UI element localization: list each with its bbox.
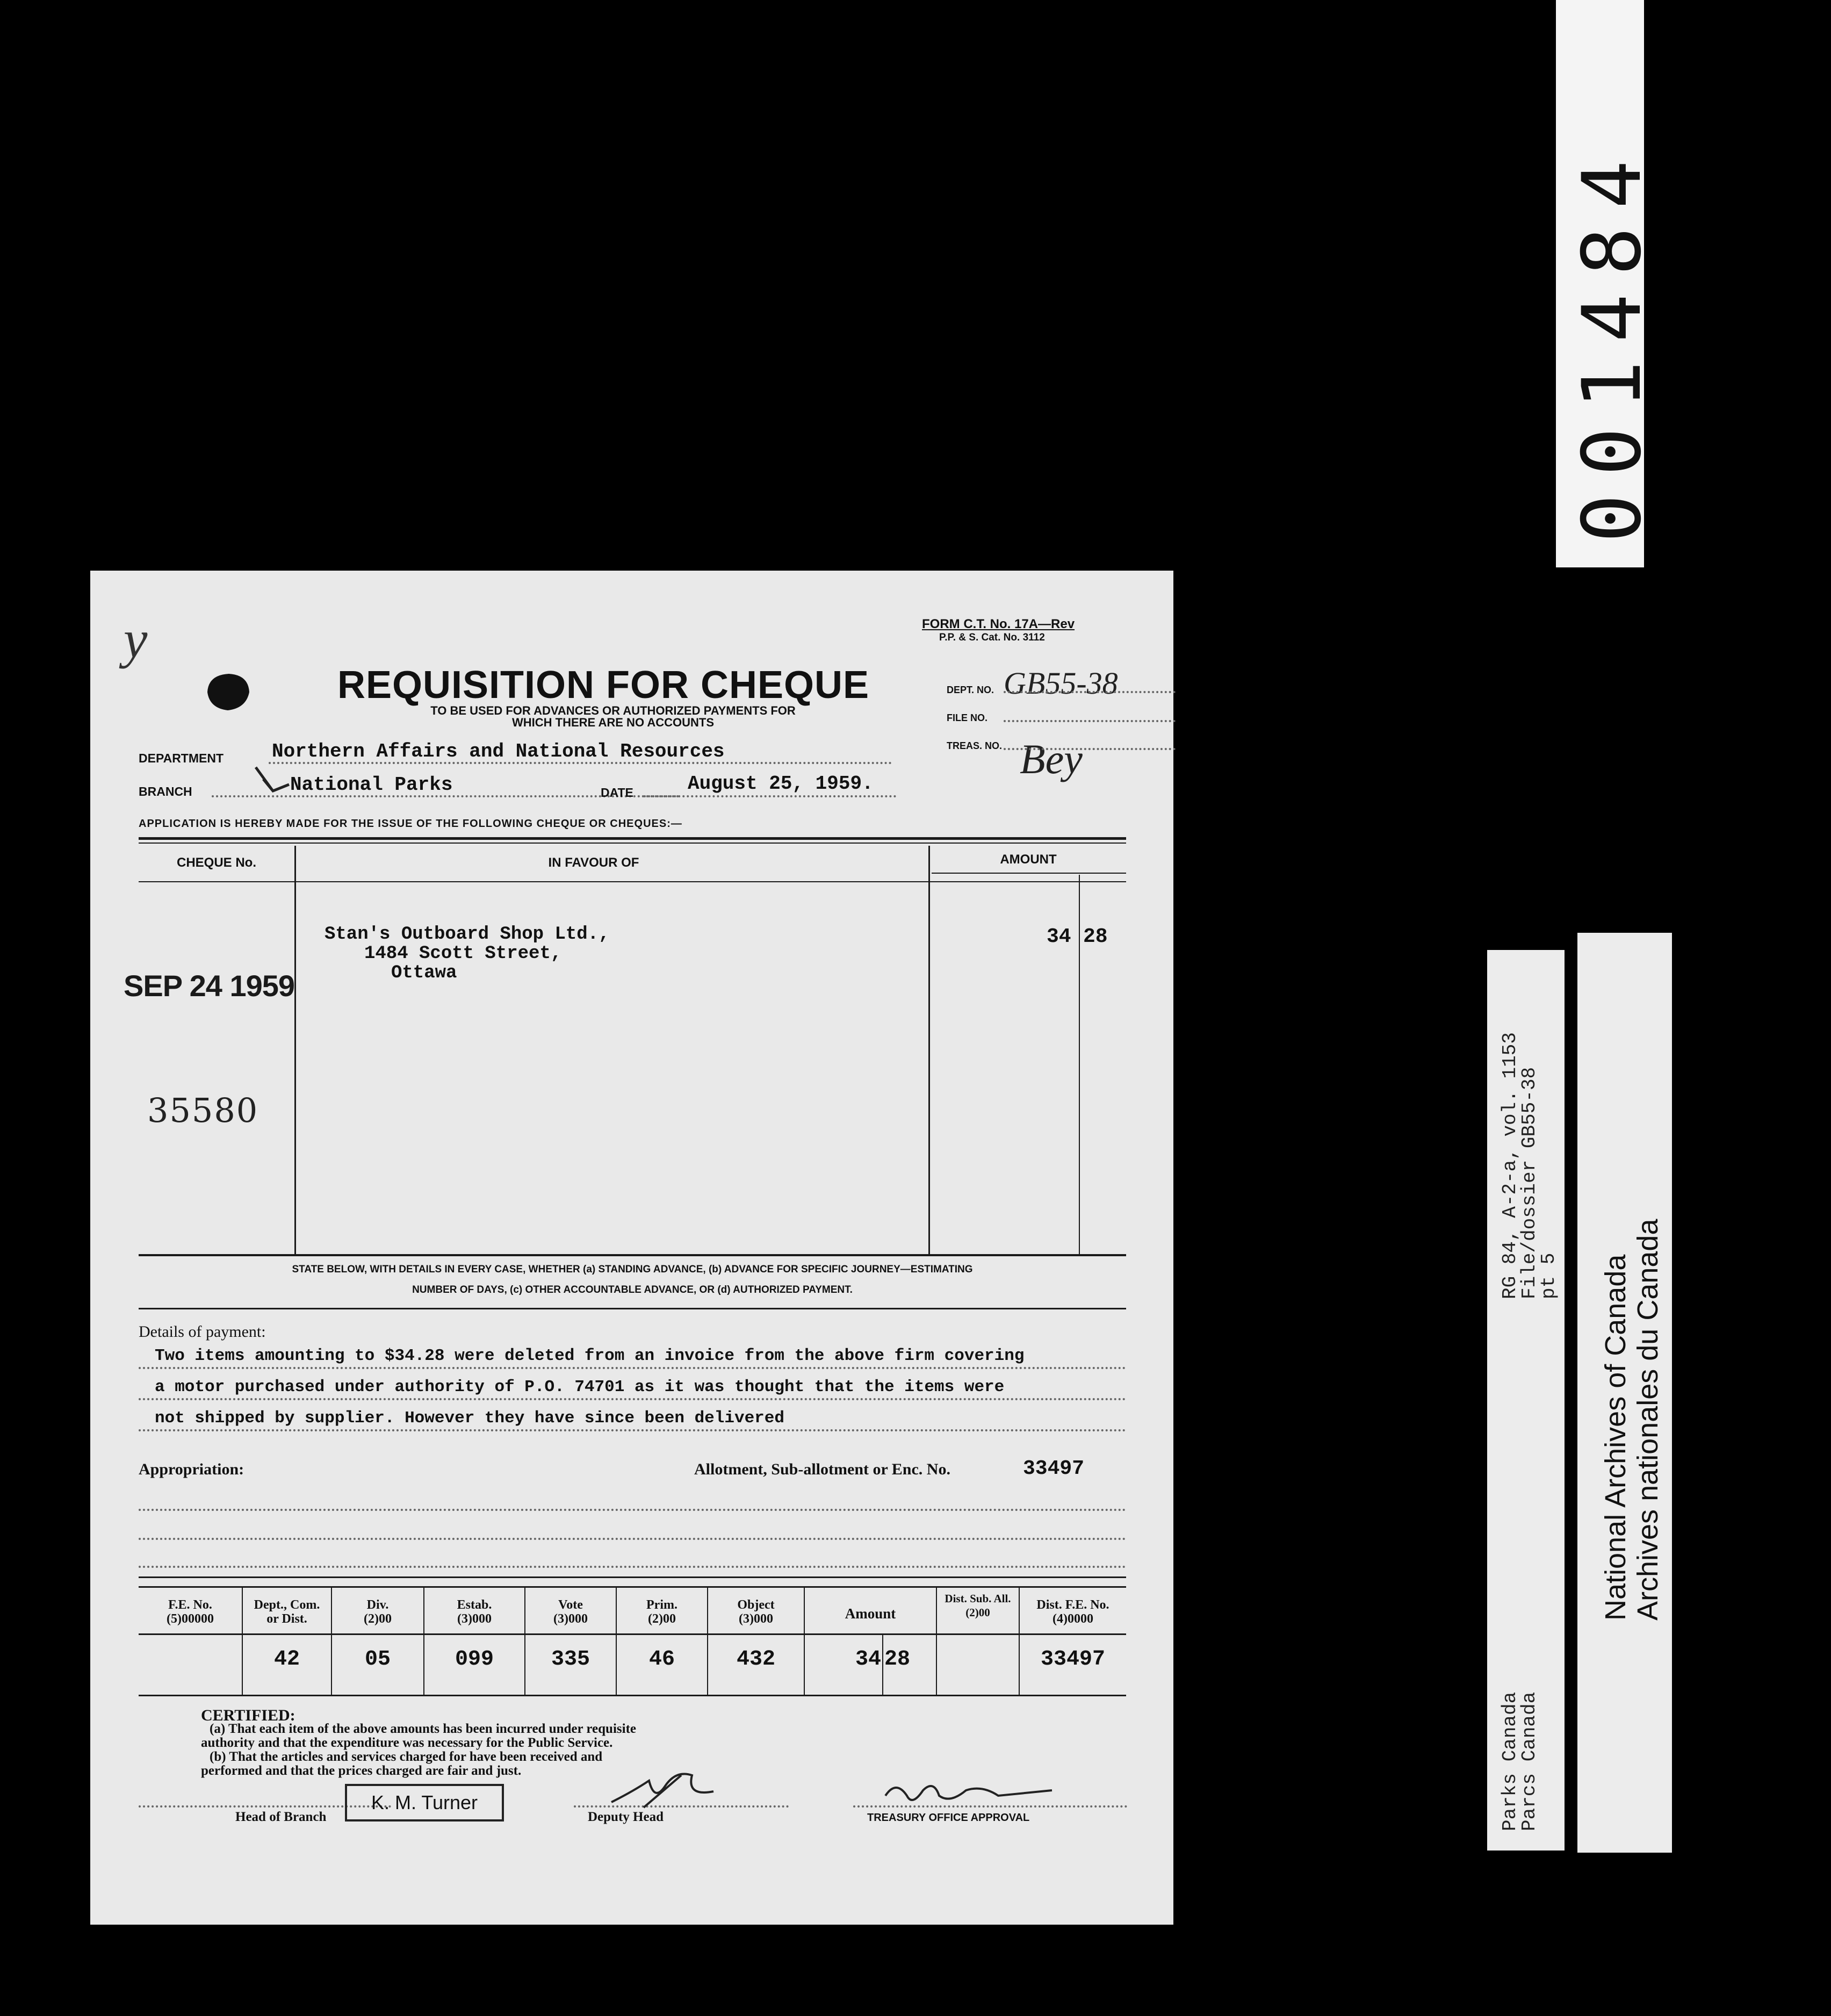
coding-value-vote: 335	[551, 1647, 590, 1672]
details-dotline-3	[139, 1429, 1126, 1431]
requisition-form	[90, 571, 1173, 1925]
instructions-line2: NUMBER OF DAYS, (c) OTHER ACCOUNTABLE ADVANCE, OR (d) AUTHORIZED PAYMENT.	[412, 1284, 853, 1295]
coding-value-amount-cents: 28	[884, 1647, 911, 1672]
amount-header-rule	[932, 873, 1126, 874]
archive-reference-line1: RG 84, A-2-a, vol. 1153	[1499, 1032, 1521, 1299]
certified-line-a1: (a) That each item of the above amounts has been incurred under requisite	[210, 1722, 636, 1736]
coding-header-dept: Dept., Com. or Dist.	[254, 1598, 320, 1626]
branch-value: National Parks	[290, 774, 453, 796]
file-no-line	[1004, 720, 1176, 722]
date-line	[644, 795, 896, 797]
department-value: Northern Affairs and National Resources	[272, 740, 725, 762]
cheque-table-top-rule	[139, 837, 1126, 840]
coding-header-rule	[139, 1633, 1126, 1635]
coding-value-dept: 42	[273, 1647, 300, 1672]
arrow-mark-icon	[251, 763, 294, 801]
coding-header-dist-sub-all: Dist. Sub. All. (2)00	[945, 1592, 1011, 1619]
coding-col-10	[1019, 1587, 1020, 1695]
archive-reference-line2: File/dossier GB55-38	[1518, 1067, 1540, 1299]
date-label: DATE	[601, 786, 633, 800]
cheque-number: 35580	[147, 1091, 259, 1130]
head-of-branch-label: Head of Branch	[235, 1810, 327, 1824]
treas-no-value: Bey	[1020, 736, 1083, 782]
treas-no-line	[1004, 748, 1176, 750]
form-subtitle-1: TO BE USED FOR ADVANCES OR AUTHORIZED PAYMENTS FOR	[430, 704, 796, 717]
treas-no-label: TREAS. NO.	[947, 740, 1003, 751]
deputy-head-signature	[606, 1765, 735, 1813]
payee-line2: 1484 Scott Street,	[364, 944, 562, 964]
coding-col-6	[707, 1587, 708, 1695]
cheque-table-bottom-rule	[139, 1254, 1126, 1256]
deputy-head-label: Deputy Head	[588, 1810, 664, 1824]
national-archives-fr: Archives nationales du Canada	[1632, 1219, 1664, 1621]
details-label: Details of payment:	[139, 1323, 266, 1341]
cheque-header-rule	[139, 881, 1126, 882]
frame-number-strip	[1556, 0, 1659, 567]
department-line	[269, 762, 892, 764]
coding-col-4	[524, 1587, 525, 1695]
instructions-rule	[139, 1308, 1126, 1309]
coding-value-div: 05	[364, 1647, 391, 1672]
certified-line-a2: authority and that the expenditure was necessary for the Public Service.	[201, 1736, 613, 1750]
appropriation-dotline-3	[139, 1566, 1126, 1568]
head-of-branch-stamp: K. M. Turner	[345, 1784, 504, 1821]
dept-no-value: GB55-38	[1004, 666, 1118, 701]
certified-line-b1: (b) That the articles and services charged for have been received and	[210, 1749, 603, 1764]
coding-col-1	[242, 1587, 243, 1695]
treasury-approval-label: TREASURY OFFICE APPROVAL	[867, 1812, 1030, 1824]
coding-table-top-rule-2	[139, 1586, 1126, 1588]
details-line1: Two items amounting to $34.28 were deleted from an invoice from the above firm covering	[155, 1347, 1025, 1365]
cheque-amount-cents: 28	[1083, 925, 1108, 948]
col-divider-1	[294, 846, 296, 1254]
coding-value-estab: 099	[455, 1647, 494, 1672]
allotment-label: Allotment, Sub-allotment or Enc. No.	[694, 1460, 950, 1478]
frame-number: 001484	[1566, 142, 1659, 543]
coding-value-object: 432	[736, 1647, 775, 1672]
coding-col-3	[423, 1587, 424, 1695]
national-archives-en: National Archives of Canada	[1599, 1254, 1632, 1621]
coding-col-5	[616, 1587, 617, 1695]
coding-header-div: Div. (2)00	[364, 1598, 392, 1626]
coding-header-vote: Vote (3)000	[553, 1598, 588, 1626]
col-cheque-no: CHEQUE No.	[176, 855, 256, 870]
appropriation-dotline-1	[139, 1509, 1126, 1511]
col-divider-cents	[1079, 875, 1080, 1254]
appropriation-label: Appropriation:	[139, 1460, 244, 1478]
department-label: DEPARTMENT	[139, 751, 224, 765]
dept-no-label: DEPT. NO.	[947, 685, 994, 695]
form-subtitle-2: WHICH THERE ARE NO ACCOUNTS	[511, 716, 715, 729]
coding-header-amount: Amount	[845, 1605, 896, 1622]
file-no-label: FILE NO.	[947, 712, 987, 723]
details-dotline-1	[139, 1367, 1126, 1369]
date-value: August 25, 1959.	[688, 773, 874, 795]
col-divider-2	[928, 846, 930, 1254]
parks-canada-fr: Parcs Canada	[1518, 1691, 1540, 1831]
coding-value-amount-dollars: 34	[855, 1647, 881, 1672]
dept-no-line	[1004, 691, 1176, 693]
coding-value-prim: 46	[648, 1647, 675, 1672]
application-text: APPLICATION IS HEREBY MADE FOR THE ISSUE OF THE FOLLOWING CHEQUE OR CHEQUES:—	[139, 818, 682, 830]
details-line3: not shipped by supplier. However they have since been delivered	[155, 1409, 784, 1428]
crest-icon	[203, 671, 251, 714]
received-date-stamp: SEP 24 1959	[124, 969, 295, 1003]
coding-header-object: Object (3)000	[737, 1598, 775, 1626]
details-line2: a motor purchased under authority of P.O. 74701 as it was thought that the items were	[155, 1378, 1005, 1396]
treasury-signature	[880, 1774, 1063, 1812]
coding-header-prim: Prim. (2)00	[646, 1598, 677, 1626]
instructions-line1: STATE BELOW, WITH DETAILS IN EVERY CASE, WHETHER (a) STANDING ADVANCE, (b) ADVANCE FOR SPECIFIC JOURNEY—ESTIMATING	[292, 1264, 973, 1275]
branch-label: BRANCH	[139, 784, 192, 798]
parks-canada-en: Parks Canada	[1499, 1691, 1521, 1831]
archives-name-label	[1577, 933, 1672, 1853]
coding-table-top-rule	[139, 1576, 1126, 1578]
form-cat: P.P. & S. Cat. No. 3112	[939, 632, 1045, 643]
cheque-amount-dollars: 34	[1047, 925, 1071, 948]
coding-col-9	[936, 1587, 937, 1695]
col-amount: AMOUNT	[1000, 852, 1057, 867]
certified-line-b2: performed and that the prices charged are fair and just.	[201, 1763, 522, 1778]
coding-col-7	[804, 1587, 805, 1695]
coding-header-fe-no: F.E. No. (5)00000	[167, 1598, 214, 1626]
handwritten-mark: y	[124, 609, 148, 669]
appropriation-dotline-2	[139, 1538, 1126, 1540]
archive-reference-label	[1487, 950, 1565, 1851]
form-title: REQUISITION FOR CHEQUE	[337, 664, 870, 707]
coding-col-2	[331, 1587, 332, 1695]
coding-value-dist-fe-no: 33497	[1040, 1647, 1106, 1672]
coding-header-estab: Estab. (3)000	[457, 1598, 492, 1626]
form-number: FORM C.T. No. 17A—Rev	[922, 617, 1075, 631]
coding-table-bottom-rule	[139, 1695, 1126, 1696]
payee-line1: Stan's Outboard Shop Ltd.,	[325, 924, 610, 945]
details-dotline-2	[139, 1398, 1126, 1400]
cheque-table-top-rule-2	[139, 843, 1126, 844]
coding-col-8	[882, 1635, 883, 1695]
allotment-value: 33497	[1023, 1457, 1085, 1480]
payee-line3: Ottawa	[391, 963, 457, 983]
coding-header-dist-fe-no: Dist. F.E. No. (4)0000	[1036, 1598, 1109, 1626]
col-in-favour: IN FAVOUR OF	[548, 855, 639, 870]
archive-reference-line3: pt 5	[1538, 1252, 1560, 1299]
certified-title: CERTIFIED:	[201, 1707, 295, 1724]
